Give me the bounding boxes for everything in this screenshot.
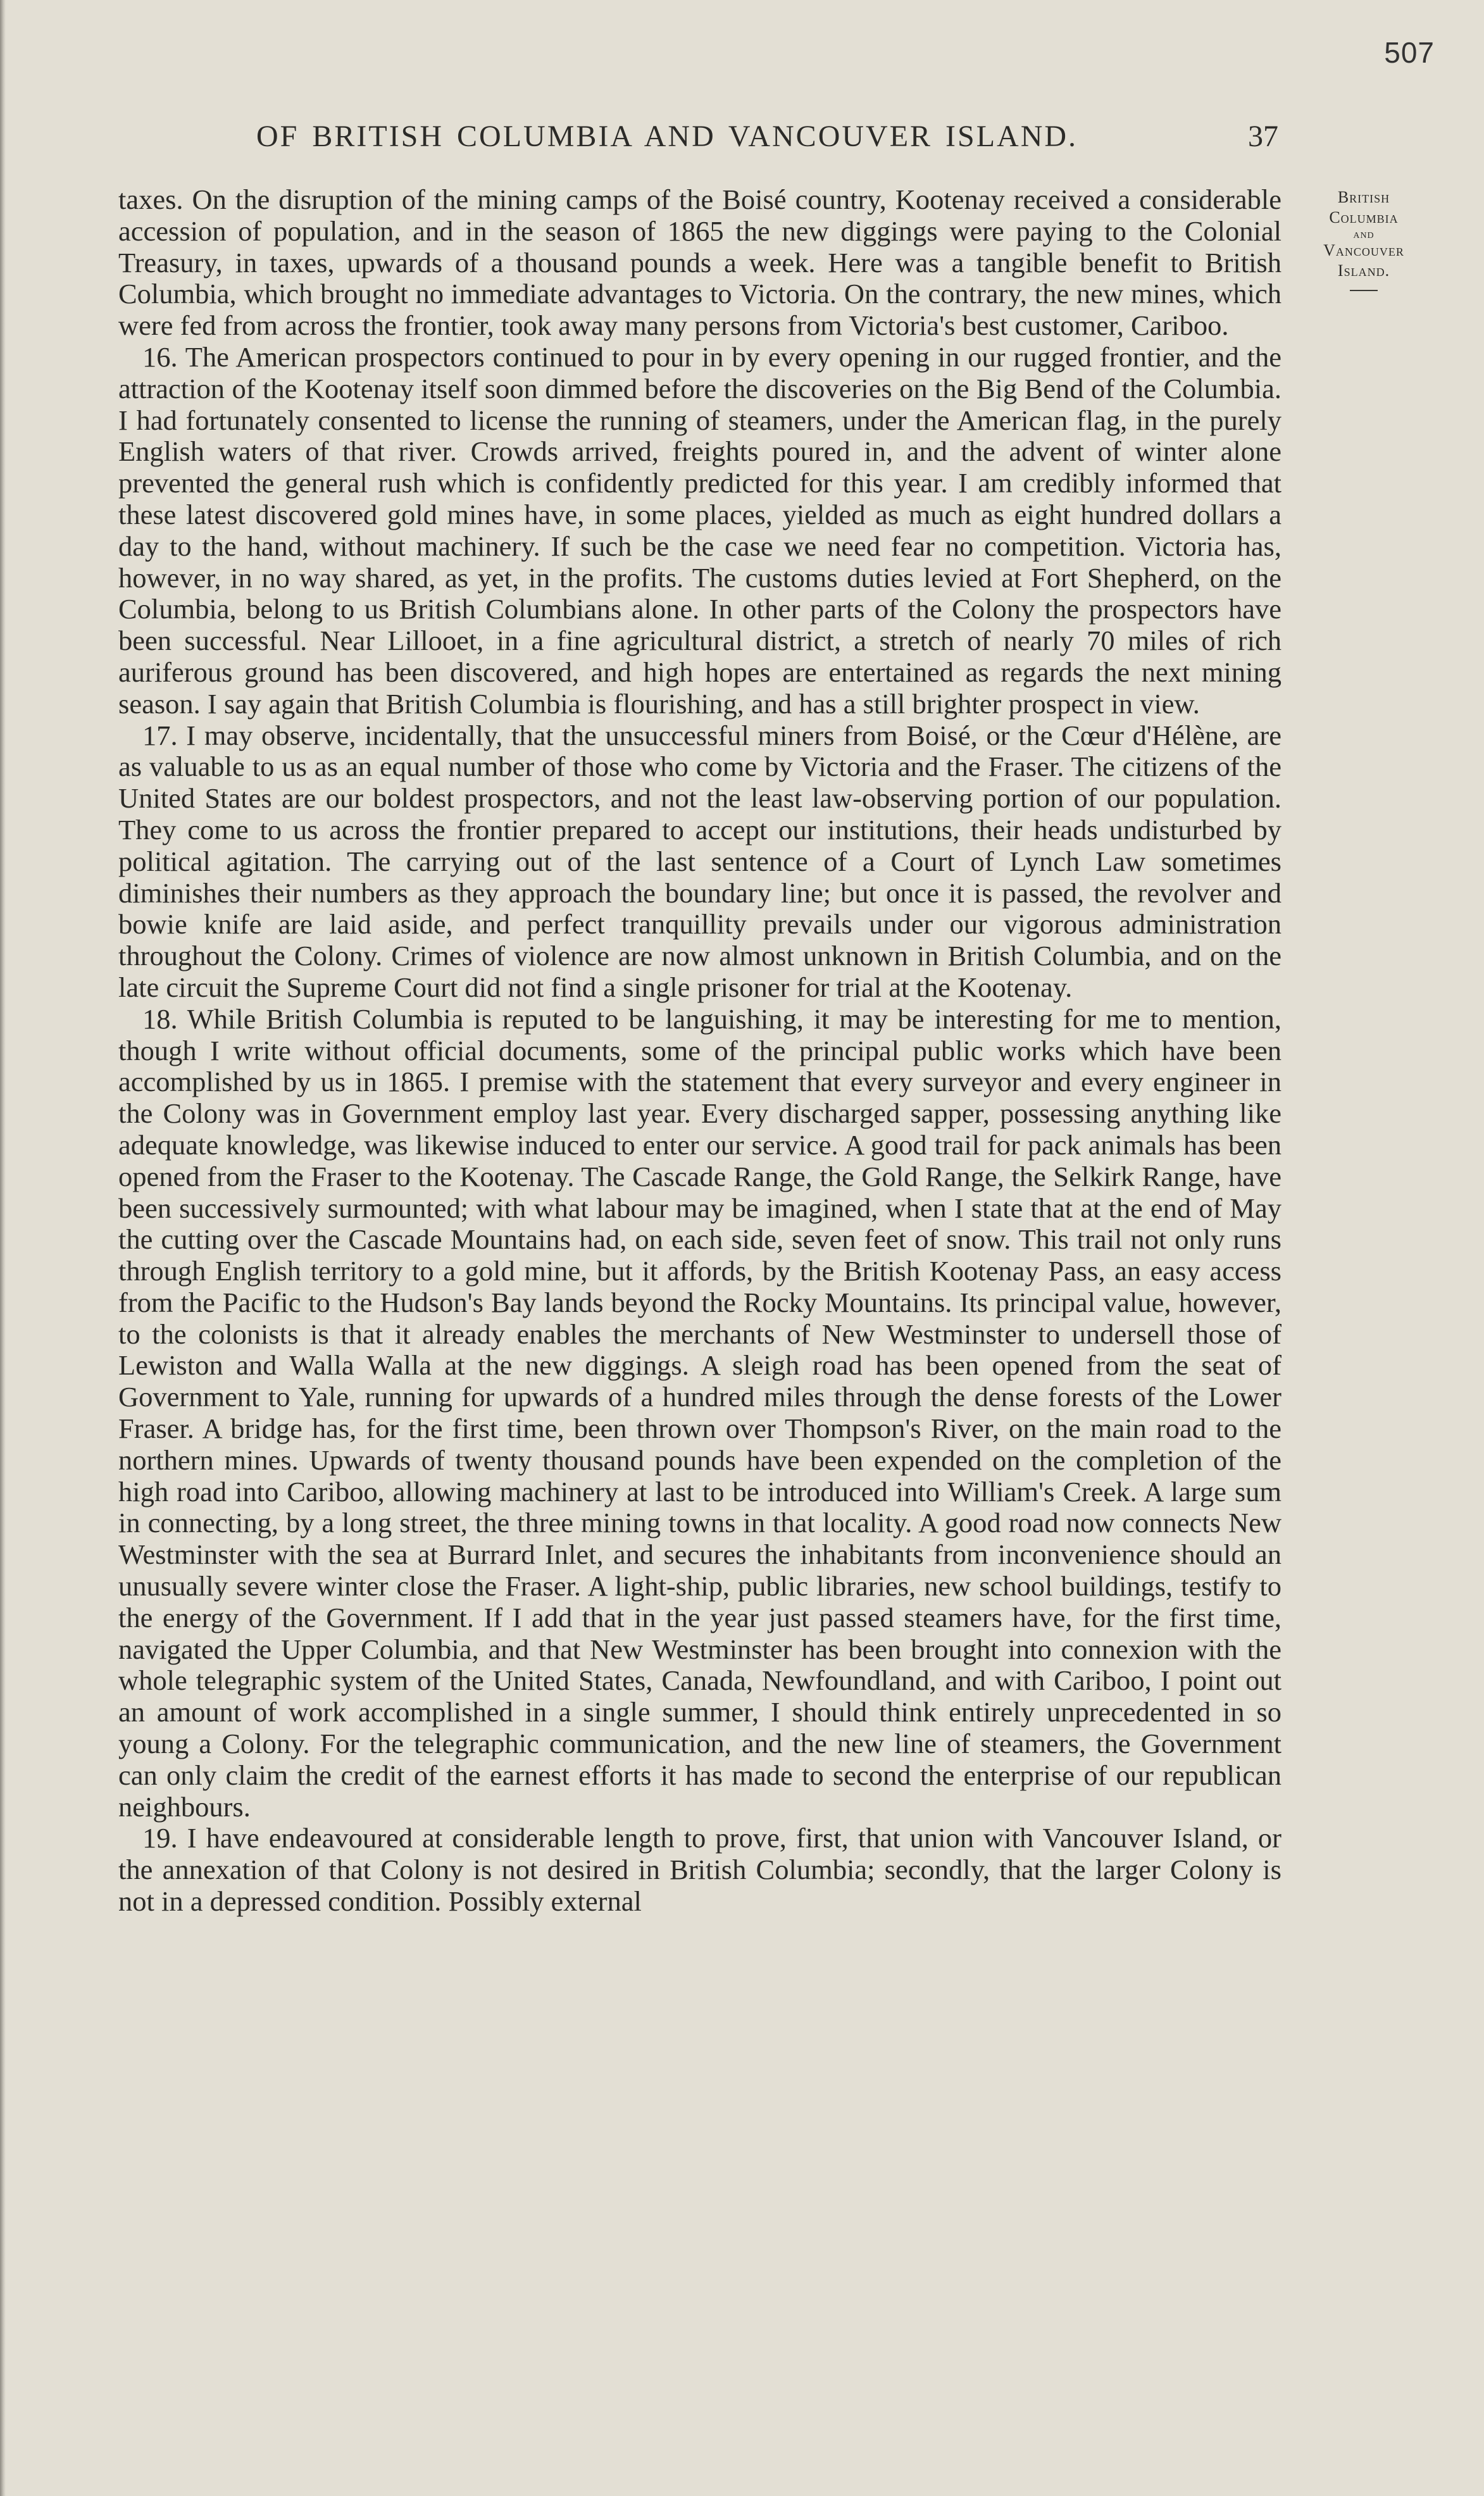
running-page-number: 37 xyxy=(1248,120,1278,153)
sidenote-line: Island. xyxy=(1337,261,1390,280)
sidenote-rule xyxy=(1350,290,1378,291)
sidenote-line: British xyxy=(1337,188,1390,206)
sidenote-line: Vancouver xyxy=(1323,241,1404,259)
folio-number: 507 xyxy=(1384,36,1435,69)
paragraph-continued: taxes. On the disruption of the mining camps of the Boisé country, Kootenay received a considerable accession of population, and in the season of 1865 the new diggings were paying to the Colonial Treasury, in taxes, upwards of a thousand pounds a week. Here was a tangible benefit to British Columbia, which brought no immediate advantages to Victoria. On the contrary, the new mines, which were fed from across the frontier, took away many persons from Victoria's best customer, Cariboo. xyxy=(118,184,1281,342)
paragraph-17: 17. I may observe, incidentally, that the unsuccessful miners from Boisé, or the Cœur d'Hélène, are as valuable to us as an equal number of those who come by Victoria and the Fraser. The citizens of the United States are our boldest prospectors, and not the least law-observing portion of our population. They come to us across the frontier prepared to accept our institutions, their heads undisturbed by political agitation. The carrying out of the last sentence of a Court of Lynch Law sometimes diminishes their numbers as they approach the boundary line; but once it is passed, the revolver and bowie knife are laid aside, and perfect tranquillity prevails under our vigorous administration throughout the Colony. Crimes of violence are now almost unknown in British Columbia, and on the late circuit the Supreme Court did not find a single prisoner for trial at the Kootenay. xyxy=(118,719,1281,1003)
sidenote-line: Columbia xyxy=(1329,208,1399,227)
page-edge-shadow xyxy=(0,0,6,2496)
paragraph-16: 16. The American prospectors continued to pour in by every opening in our rugged frontier, and the attraction of the Kootenay itself soon dimmed before the discoveries on the Big Bend of the Columbia. I had fortunately consented to license the running of steamers, under the American flag, in the purely English waters of that river. Crowds arrived, freights poured in, and the advent of winter alone prevented the general rush which is confidently predicted for this year. I am credibly informed that these latest discovered gold mines have, in some places, yielded as much as eight hundred dollars a day to the hand, without machinery. If such be the case we need fear no competition. Victoria has, however, in no way shared, as yet, in the profits. The customs duties levied at Fort Shepherd, on the Columbia, belong to us British Columbians alone. In other parts of the Colony the prospectors have been successful. Near Lillooet, in a fine agricultural district, a stretch of nearly 70 miles of rich auriferous ground has been discovered, and high hopes are entertained as regards the next mining season. I say again that British Columbia is flourishing, and has a still brighter prospect in view. xyxy=(118,340,1281,720)
body-text xyxy=(118,184,1281,1918)
sidenote-line: and xyxy=(1353,227,1375,241)
paragraph-19: 19. I have endeavoured at considerable length to prove, first, that union with Vancouver Island, or the annexation of that Colony is not desired in British Columbia; secondly, that the larger Colony is not in a depressed condition. Possibly external xyxy=(118,1822,1281,1918)
paragraph-18: 18. While British Columbia is reputed to be languishing, it may be interesting for me to mention, though I write without official documents, some of the principal public works which have been accomplished by us in 1865. I premise with the statement that every surveyor and every engineer in the Colony was in Government employ last year. Every discharged sapper, possessing anything like adequate knowledge, was likewise induced to enter our service. A good trail for pack animals has been opened from the Fraser to the Kootenay. The Cascade Range, the Gold Range, the Selkirk Range, have been successively surmounted; with what labour may be imagined, when I state that at the end of May the cutting over the Cascade Mountains had, on each side, seven feet of snow. This trail not only runs through English territory to a gold mine, but it affords, by the British Kootenay Pass, an easy access from the Pacific to the Hudson's Bay lands beyond the Rocky Mountains. Its principal value, however, to the colonists is that it already enables the merchants of New Westminster to undersell those of Lewiston and Walla Walla at the new diggings. A sleigh road has been opened from the seat of Government to Yale, running for upwards of a hundred miles through the dense forests of the Lower Fraser. A bridge has, for the first time, been thrown over Thompson's River, on the main road to the northern mines. Upwards of twenty thousand pounds have been expended on the completion of the high road into Cariboo, allowing machinery at last to be introduced into William's Creek. A large sum in connecting, by a long street, the three mining towns in that locality. A good road now connects New Westminster with the sea at Burrard Inlet, and secures the inhabitants from inconvenience should an unusually severe winter close the Fraser. A light-ship, public libraries, new school buildings, testify to the energy of the Government. If I add that in the year just passed steamers have, for the first time, navigated the Upper Columbia, and that New Westminster has been brought into connexion with the whole telegraphic system of the United States, Canada, Newfoundland, and with Cariboo, I point out an amount of work accomplished in a single summer, I should think entirely unprecedented in so young a Colony. For the telegraphic communication, and the new line of steamers, the Government can only claim the credit of the earnest efforts it has made to second the enterprise of our republican neighbours. xyxy=(118,1002,1281,1823)
running-head: OF BRITISH COLUMBIA AND VANCOUVER ISLAND. xyxy=(256,120,1078,153)
marginal-sidenote xyxy=(1300,187,1427,291)
